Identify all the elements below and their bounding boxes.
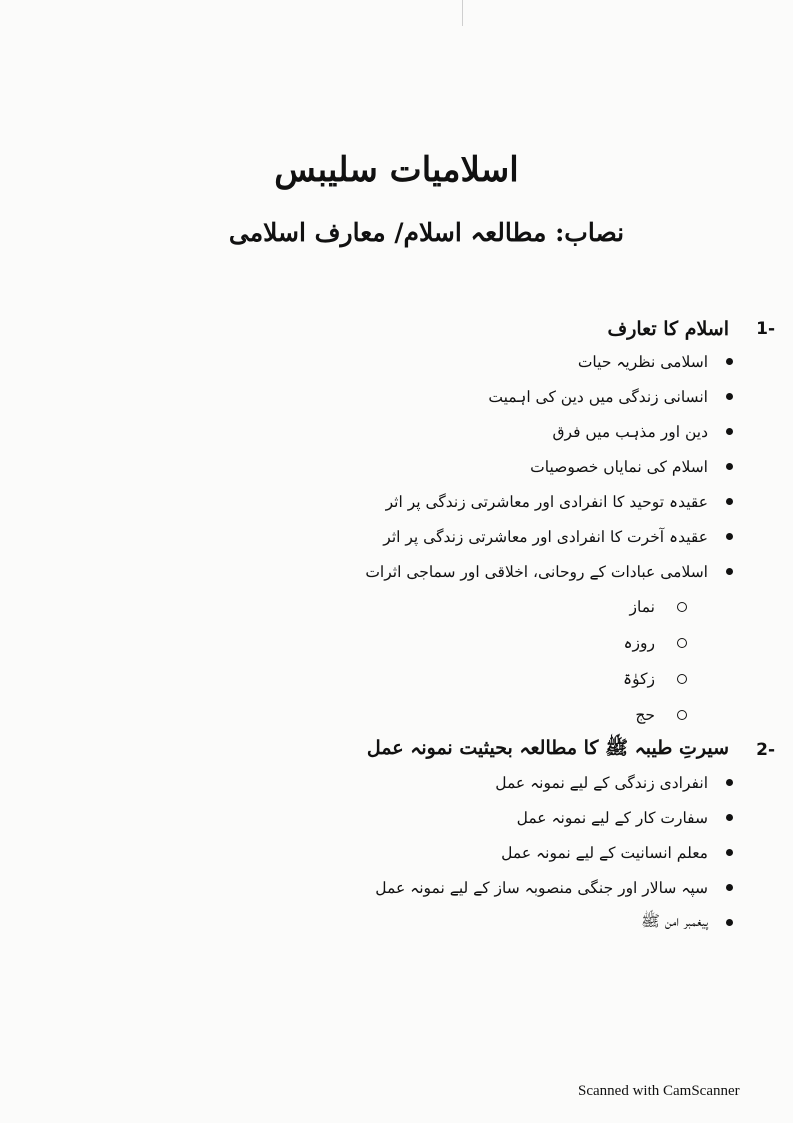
- list-item: [365, 344, 733, 379]
- bullet-icon: [726, 568, 733, 575]
- topic-list: [367, 765, 775, 940]
- section-number: 1-: [756, 319, 775, 339]
- list-item: [365, 519, 733, 554]
- bullet-icon: [726, 884, 733, 891]
- list-item-text: سپہ سالار اور جنگی منصوبہ ساز کے لیے نمونہ عمل: [375, 878, 708, 897]
- bullet-icon: [726, 498, 733, 505]
- list-item: [365, 554, 733, 589]
- list-item-text: معلم انسانیت کے لیے نمونہ عمل: [501, 843, 708, 862]
- worship-sublist: [365, 589, 775, 733]
- sub-list-item-text: روزہ: [623, 634, 655, 652]
- sub-list-item: [365, 589, 687, 625]
- section-heading: [365, 314, 775, 344]
- list-item: [367, 765, 733, 800]
- list-item-text: اسلامی عبادات کے روحانی، اخلاقی اور سماجی اثرات: [365, 562, 708, 581]
- list-item-text: عقیدہ توحید کا انفرادی اور معاشرتی زندگی پر اثر: [385, 492, 708, 511]
- page-edge-line: [462, 0, 463, 26]
- list-item-text: اسلامی نظریہ حیات: [577, 352, 708, 371]
- section-islam-introduction: [365, 314, 775, 733]
- sub-list-item: [365, 661, 687, 697]
- circle-bullet-icon: [677, 602, 687, 612]
- list-item: [365, 414, 733, 449]
- sub-list-item: [365, 625, 687, 661]
- list-item: [365, 449, 733, 484]
- list-item: [367, 835, 733, 870]
- circle-bullet-icon: [677, 710, 687, 720]
- bullet-icon: [726, 428, 733, 435]
- list-item-text: انسانی زندگی میں دین کی اہمیت: [488, 387, 708, 406]
- list-item-text: پیغمبر امن ﷺ: [641, 912, 708, 930]
- topic-list: [365, 344, 775, 589]
- section-number: 2-: [756, 740, 775, 760]
- list-item: [367, 800, 733, 835]
- bullet-icon: [726, 849, 733, 856]
- bullet-icon: [726, 358, 733, 365]
- list-item-text: دین اور مذہب میں فرق: [552, 422, 708, 441]
- bullet-icon: [726, 779, 733, 786]
- list-item: [365, 379, 733, 414]
- bullet-icon: [726, 463, 733, 470]
- scanner-watermark: Scanned with CamScanner: [578, 1083, 740, 1099]
- sub-list-item-text: زکوٰۃ: [623, 670, 655, 688]
- list-item-text: عقیدہ آخرت کا انفرادی اور معاشرتی زندگی پر اثر: [383, 527, 708, 546]
- sub-list-item: [365, 697, 687, 733]
- list-item-text: اسلام کی نمایاں خصوصیات: [530, 457, 708, 476]
- list-item: [367, 905, 733, 940]
- bullet-icon: [726, 393, 733, 400]
- page-title: اسلامیات سلیبس: [274, 150, 519, 190]
- bullet-icon: [726, 533, 733, 540]
- section-title: اسلام کا تعارف: [607, 318, 729, 340]
- sub-list-item-text: نماز: [629, 598, 655, 616]
- section-title: سیرتِ طیبہ ﷺ کا مطالعہ بحیثیت نمونہ عمل: [366, 737, 729, 759]
- sub-list-item-text: حج: [635, 706, 655, 724]
- list-item: [365, 484, 733, 519]
- bullet-icon: [726, 919, 733, 926]
- bullet-icon: [726, 814, 733, 821]
- list-item-text: سفارت کار کے لیے نمونہ عمل: [516, 808, 708, 827]
- circle-bullet-icon: [677, 638, 687, 648]
- circle-bullet-icon: [677, 674, 687, 684]
- list-item: [367, 870, 733, 905]
- page-subtitle: نصاب: مطالعہ اسلام/ معارف اسلامی: [228, 218, 625, 247]
- section-heading: [367, 735, 775, 765]
- list-item-text: انفرادی زندگی کے لیے نمونہ عمل: [495, 773, 708, 792]
- section-seerah-study: [367, 735, 775, 940]
